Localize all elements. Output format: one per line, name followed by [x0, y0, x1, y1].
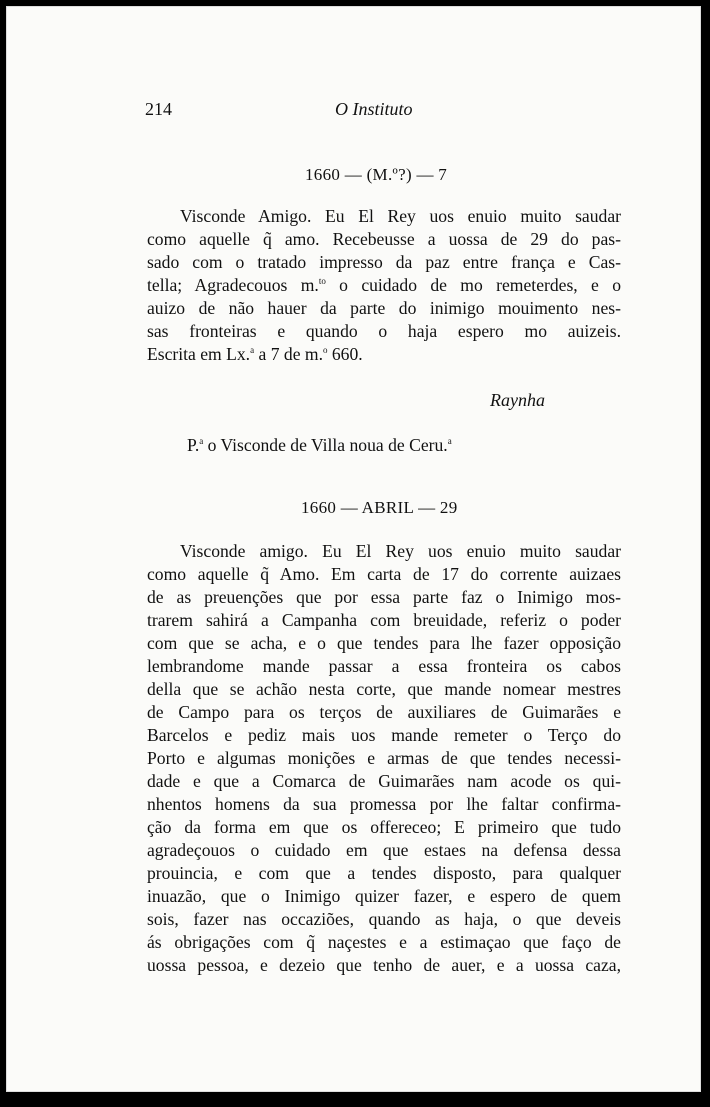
letter-2-line: de as preuenções que por essa parte faz o Inimigo mos-	[147, 587, 621, 607]
letter-1-heading: 1660 — (M.º?) — 7	[305, 165, 448, 184]
letter-2-body	[147, 540, 621, 977]
letter-2-line: Porto e algumas monições e armas de que tendes necessi-	[147, 748, 621, 768]
letter-2-line: lembrandome mande passar a essa fronteira os cabos	[147, 656, 621, 676]
letter-2-line: agradeçouos o cuidado em que estaes na defensa dessa	[147, 840, 621, 860]
letter-1-address: P.$^a$ o Visconde de Villa noua de Ceru.$^a$	[187, 435, 452, 455]
letter-2-heading: 1660 — ABRIL — 29	[301, 498, 458, 517]
letter-2-line: inuazão, que o Inimigo quizer fazer, e espero de quem	[147, 886, 621, 906]
letter-2-line: Visconde amigo. Eu El Rey uos enuio muito saudar	[180, 541, 621, 561]
letter-2-line: uossa pessoa, e dezeio que tenho de auer, e a uossa caza,	[147, 955, 621, 975]
signature: Raynha	[490, 390, 545, 410]
letter-1-line: auizo de não hauer da parte do inimigo mouimento nes-	[147, 298, 621, 318]
letter-2-line: Barcelos e pediz mais uos mande remeter o Terço do	[147, 725, 621, 745]
letter-1-body	[147, 205, 621, 366]
letter-2-line: prouincia, e com que a tendes disposto, para qualquer	[147, 863, 621, 883]
letter-2-line: como aquelle q̃ Amo. Em carta de 17 do corrente auizaes	[147, 564, 621, 584]
running-title: O Instituto	[335, 99, 413, 119]
page-number: 214	[145, 99, 172, 119]
letter-2-line: trarem sahirá a Campanha com breuidade, referiz o poder	[147, 610, 621, 630]
letter-2-line: nhentos homens da sua promessa por lhe faltar confirma-	[147, 794, 621, 814]
letter-2-line: ção da forma em que os offereceo; E primeiro que tudo	[147, 817, 621, 837]
document-page	[6, 6, 701, 1092]
letter-1-line: Escrita em Lx.$^a$ a 7 de m.$^o$ 660.	[147, 344, 363, 364]
letter-2-line: ás obrigações com q̃ naçestes e a estimaçao que faço de	[147, 932, 621, 952]
letter-2-line: com que se acha, e o que tendes para lhe fazer opposição	[147, 633, 621, 653]
letter-2-line: della que se achão nesta corte, que mande nomear mestres	[147, 679, 621, 699]
letter-1-line: Visconde Amigo. Eu El Rey uos enuio muito saudar	[180, 206, 621, 226]
letter-1-line: sado com o tratado impresso da paz entre frança e Cas-	[147, 252, 621, 272]
letter-1-line: sas fronteiras e quando o haja espero mo auizeis.	[147, 321, 621, 341]
letter-1-line: tella; Agradecouos m.$^{to}$ o cuidado de mo remeterdes, e o	[147, 275, 622, 295]
letter-2-line: de Campo para os terços de auxiliares de Guimarães e	[147, 702, 621, 722]
letter-1-line: como aquelle q̃ amo. Recebeusse a uossa de 29 do pas-	[147, 229, 621, 249]
letter-2-line: sois, fazer nas occaziões, quando as haja, o que deveis	[147, 909, 621, 929]
letter-2-line: dade e que a Comarca de Guimarães nam acode os qui-	[147, 771, 621, 791]
